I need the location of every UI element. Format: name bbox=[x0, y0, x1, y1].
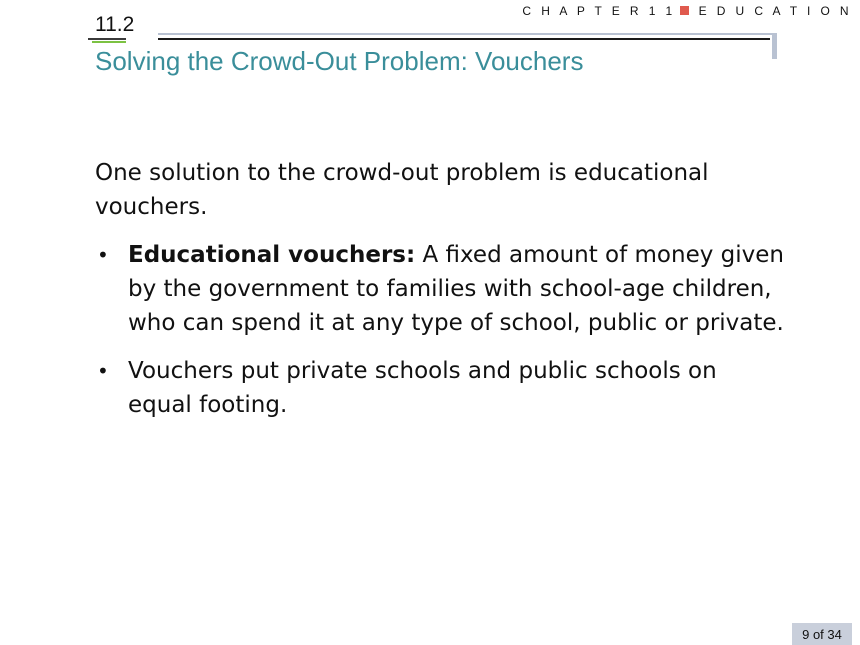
header-rule-shadow bbox=[158, 33, 775, 35]
bullet-term: Educational vouchers: bbox=[128, 242, 416, 268]
chapter-header bbox=[522, 4, 852, 18]
bullet-list bbox=[95, 238, 785, 422]
header-rule-shadow-vertical bbox=[772, 33, 777, 59]
square-bullet-icon bbox=[680, 6, 689, 15]
slide-title: Solving the Crowd-Out Problem: Vouchers bbox=[95, 46, 584, 76]
chapter-label: C H A P T E R 1 1 bbox=[522, 4, 676, 18]
slide-body bbox=[95, 156, 785, 436]
header-rule bbox=[158, 38, 770, 40]
page-indicator: 9 of 34 bbox=[792, 623, 852, 645]
bullet-text: A fixed amount of money given by the government to families with school-age children, who can spend it at any type of school, public or private. bbox=[128, 242, 784, 336]
section-number: 11.2 bbox=[95, 13, 135, 36]
bullet-item bbox=[95, 354, 785, 422]
section-number-accent bbox=[92, 41, 126, 43]
bullet-dot-icon: • bbox=[97, 359, 109, 383]
bullet-dot-icon: • bbox=[97, 243, 109, 267]
bullet-text: Vouchers put private schools and public schools on equal footing. bbox=[128, 358, 717, 418]
chapter-topic: E D U C A T I O N bbox=[698, 4, 852, 18]
section-number-underline bbox=[88, 38, 126, 40]
bullet-item bbox=[95, 238, 785, 340]
intro-paragraph: One solution to the crowd-out problem is educational vouchers. bbox=[95, 160, 709, 220]
